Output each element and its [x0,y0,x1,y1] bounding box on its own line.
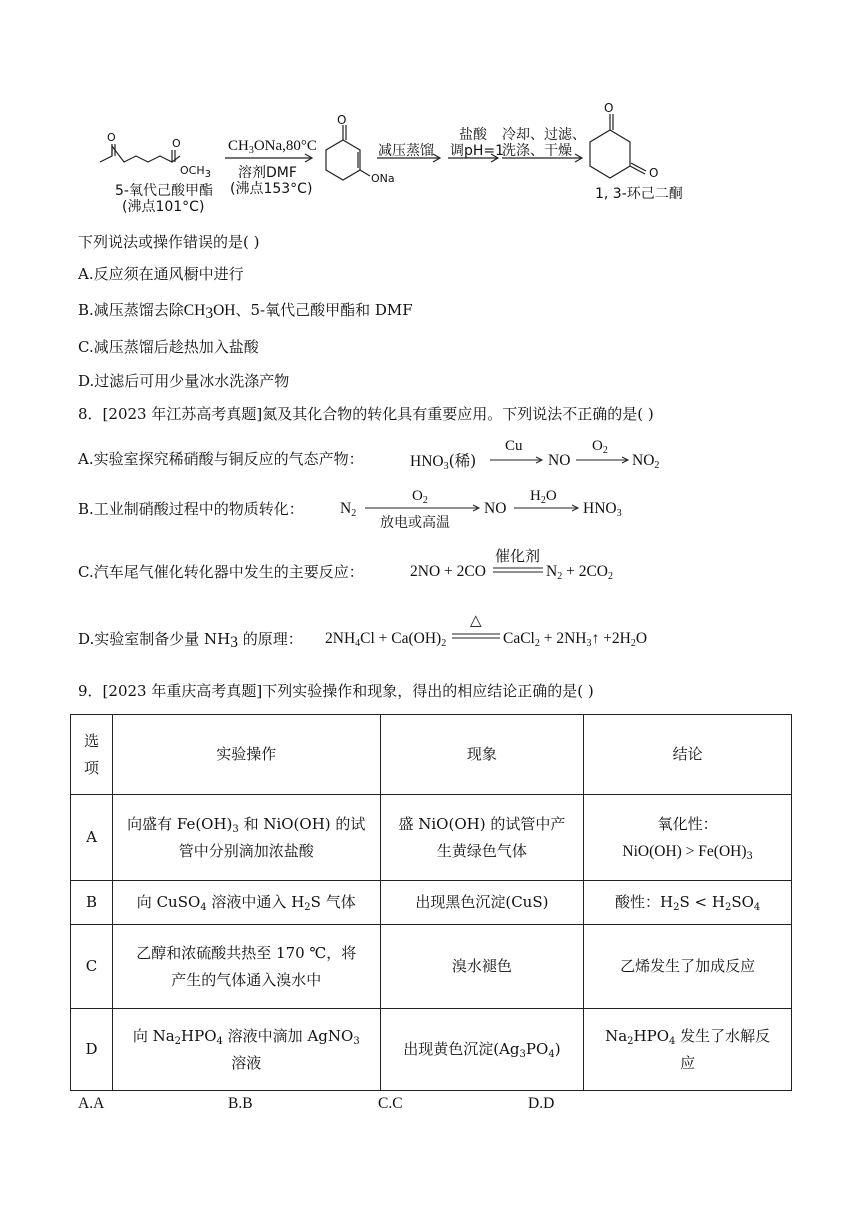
q8-c-left: 2NO + 2CO [410,563,486,580]
reactant-oxygen-1: O [107,131,116,144]
q9-answer-a: A.A [78,1095,105,1112]
row-operation: 向 CuSO$_4$ 溶液中通入 $H_2S$ 气体 [112,881,380,925]
header-conclusion: 结论 [584,715,792,795]
step1-reagent: $CH_3ONa,80^\circ C$ [228,138,317,156]
q9-answer-d: D.D [528,1095,555,1112]
q8-option-d: D.实验室制备少量 $NH_3$ 的原理： [78,630,303,651]
step4-bottom: 洗涤、干燥 [502,143,572,159]
q8-d-equal-sign [452,632,502,640]
table-header-row [71,715,792,795]
row-option: C [71,925,113,1009]
q9-stem: 9．[2023 年重庆高考真题]下列实验操作和现象，得出的相应结论正确的是( ) [78,682,594,700]
row-phenomenon: 出现黑色沉淀(CuS) [380,881,584,925]
q8-b-h2o-label: $H_2O$ [530,488,557,506]
q8-b-o2-label: $O_2$ [412,488,428,506]
q8-c-catalyst: 催化剂 [495,547,541,565]
row-phenomenon: 出现黄色沉淀$(Ag_3PO_4)$ [380,1009,584,1091]
q8-a-no2: $NO_2$ [632,452,660,471]
intermediate-oxygen: O [337,113,347,127]
table-row [71,795,792,881]
q8-d-left: $2NH_4Cl + Ca(OH)_2$ [325,630,447,649]
q8-option-b: B.工业制硝酸过程中的物质转化： [78,500,304,518]
q7-option-a: A.反应须在通风橱中进行 [78,265,244,283]
q9-table [70,714,792,1091]
reactant-ester-group: $OCH_3$ [180,164,211,180]
q8-d-right: CaCl$_2$ + $2NH_3↑ +2H_2O$ [503,630,648,649]
q8-c-right: $N_2 + 2CO_2$ [546,563,613,582]
q7-option-c: C.减压蒸馏后趁热加入盐酸 [78,338,259,356]
row-conclusion: 氧化性： $NiO(OH) > Fe(OH)_3$ [584,795,792,881]
header-operation: 实验操作 [112,715,380,795]
step3-bottom: 调pH=1 [450,143,505,159]
q8-a-cu-label: Cu [505,438,523,454]
header-phenomenon: 现象 [380,715,584,795]
q8-a-arrow-2 [576,455,632,465]
q8-b-condition: 放电或高温 [380,515,450,531]
row-option: D [71,1009,113,1091]
table-row [71,925,792,1009]
header-option: 选 项 [71,715,113,795]
product-oxygen-2: O [649,166,659,180]
row-operation: 乙醇和浓硫酸共热至 170 ℃，将 产生的气体通入溴水中 [112,925,380,1009]
product-name: 1, 3-环己二酮 [595,186,683,202]
row-conclusion: $Na_2HPO_4$ 发生了水解反 应 [584,1009,792,1091]
q7-stem: 下列说法或操作错误的是( ) [78,233,260,251]
product-oxygen-1: O [604,101,614,115]
reactant-boiling-point: (沸点101°C) [122,199,205,215]
row-option: A [71,795,113,881]
q7-option-b: B.减压蒸馏去除$CH_3OH$、5-氧代己酸甲酯和 DMF [78,301,413,322]
q8-b-arrow-2 [514,503,582,513]
q8-b-hno3: $HNO_3$ [583,500,622,519]
q8-d-heat: △ [470,611,482,629]
row-conclusion: 酸性：$H_2S < H_2SO_4$ [584,881,792,925]
table-row [71,1009,792,1091]
intermediate-group: ONa [371,172,395,185]
row-option: B [71,881,113,925]
reactant-oxygen-2: O [172,137,181,150]
step3-top: 盐酸 [459,127,487,143]
table-row [71,881,792,925]
row-operation: 向盛有 $Fe(OH)_3$ 和 NiO(OH) 的试 管中分别滴加浓盐酸 [112,795,380,881]
q8-a-o2-label: $O_2$ [592,438,608,456]
q8-a-no: NO [548,452,571,469]
q8-option-a: A.实验室探究稀硝酸与铜反应的气态产物： [78,450,364,468]
q8-a-reactant: $HNO_3$(稀) [410,452,477,472]
step2-label: 减压蒸馏 [378,143,434,159]
q8-a-arrow-1 [490,455,546,465]
q8-option-c: C.汽车尾气催化转化器中发生的主要反应： [78,563,364,581]
q9-answer-b: B.B [228,1095,253,1112]
row-operation: 向 $Na_2HPO_4$ 溶液中滴加 AgNO$_3$ 溶液 [112,1009,380,1091]
step4-top: 冷却、过滤、 [502,127,586,143]
step1-solvent-bp: (沸点153°C) [230,181,313,197]
reactant-name: 5-氧代己酸甲酯 [115,183,213,199]
q8-b-no: NO [484,500,507,517]
q9-answer-c: C.C [378,1095,403,1112]
q7-option-d: D.过滤后可用少量冰水洗涤产物 [78,372,290,390]
q8-c-equal-sign [493,566,545,574]
row-conclusion: 乙烯发生了加成反应 [584,925,792,1009]
step1-solvent: 溶剂DMF [238,165,297,181]
row-phenomenon: 盛 NiO(OH) 的试管中产 生黄绿色气体 [380,795,584,881]
row-phenomenon: 溴水褪色 [380,925,584,1009]
q8-stem: 8．[2023 年江苏高考真题]氮及其化合物的转化具有重要应用。下列说法不正确的是( ) [78,405,654,423]
q8-b-n2: $N_2$ [340,500,357,519]
